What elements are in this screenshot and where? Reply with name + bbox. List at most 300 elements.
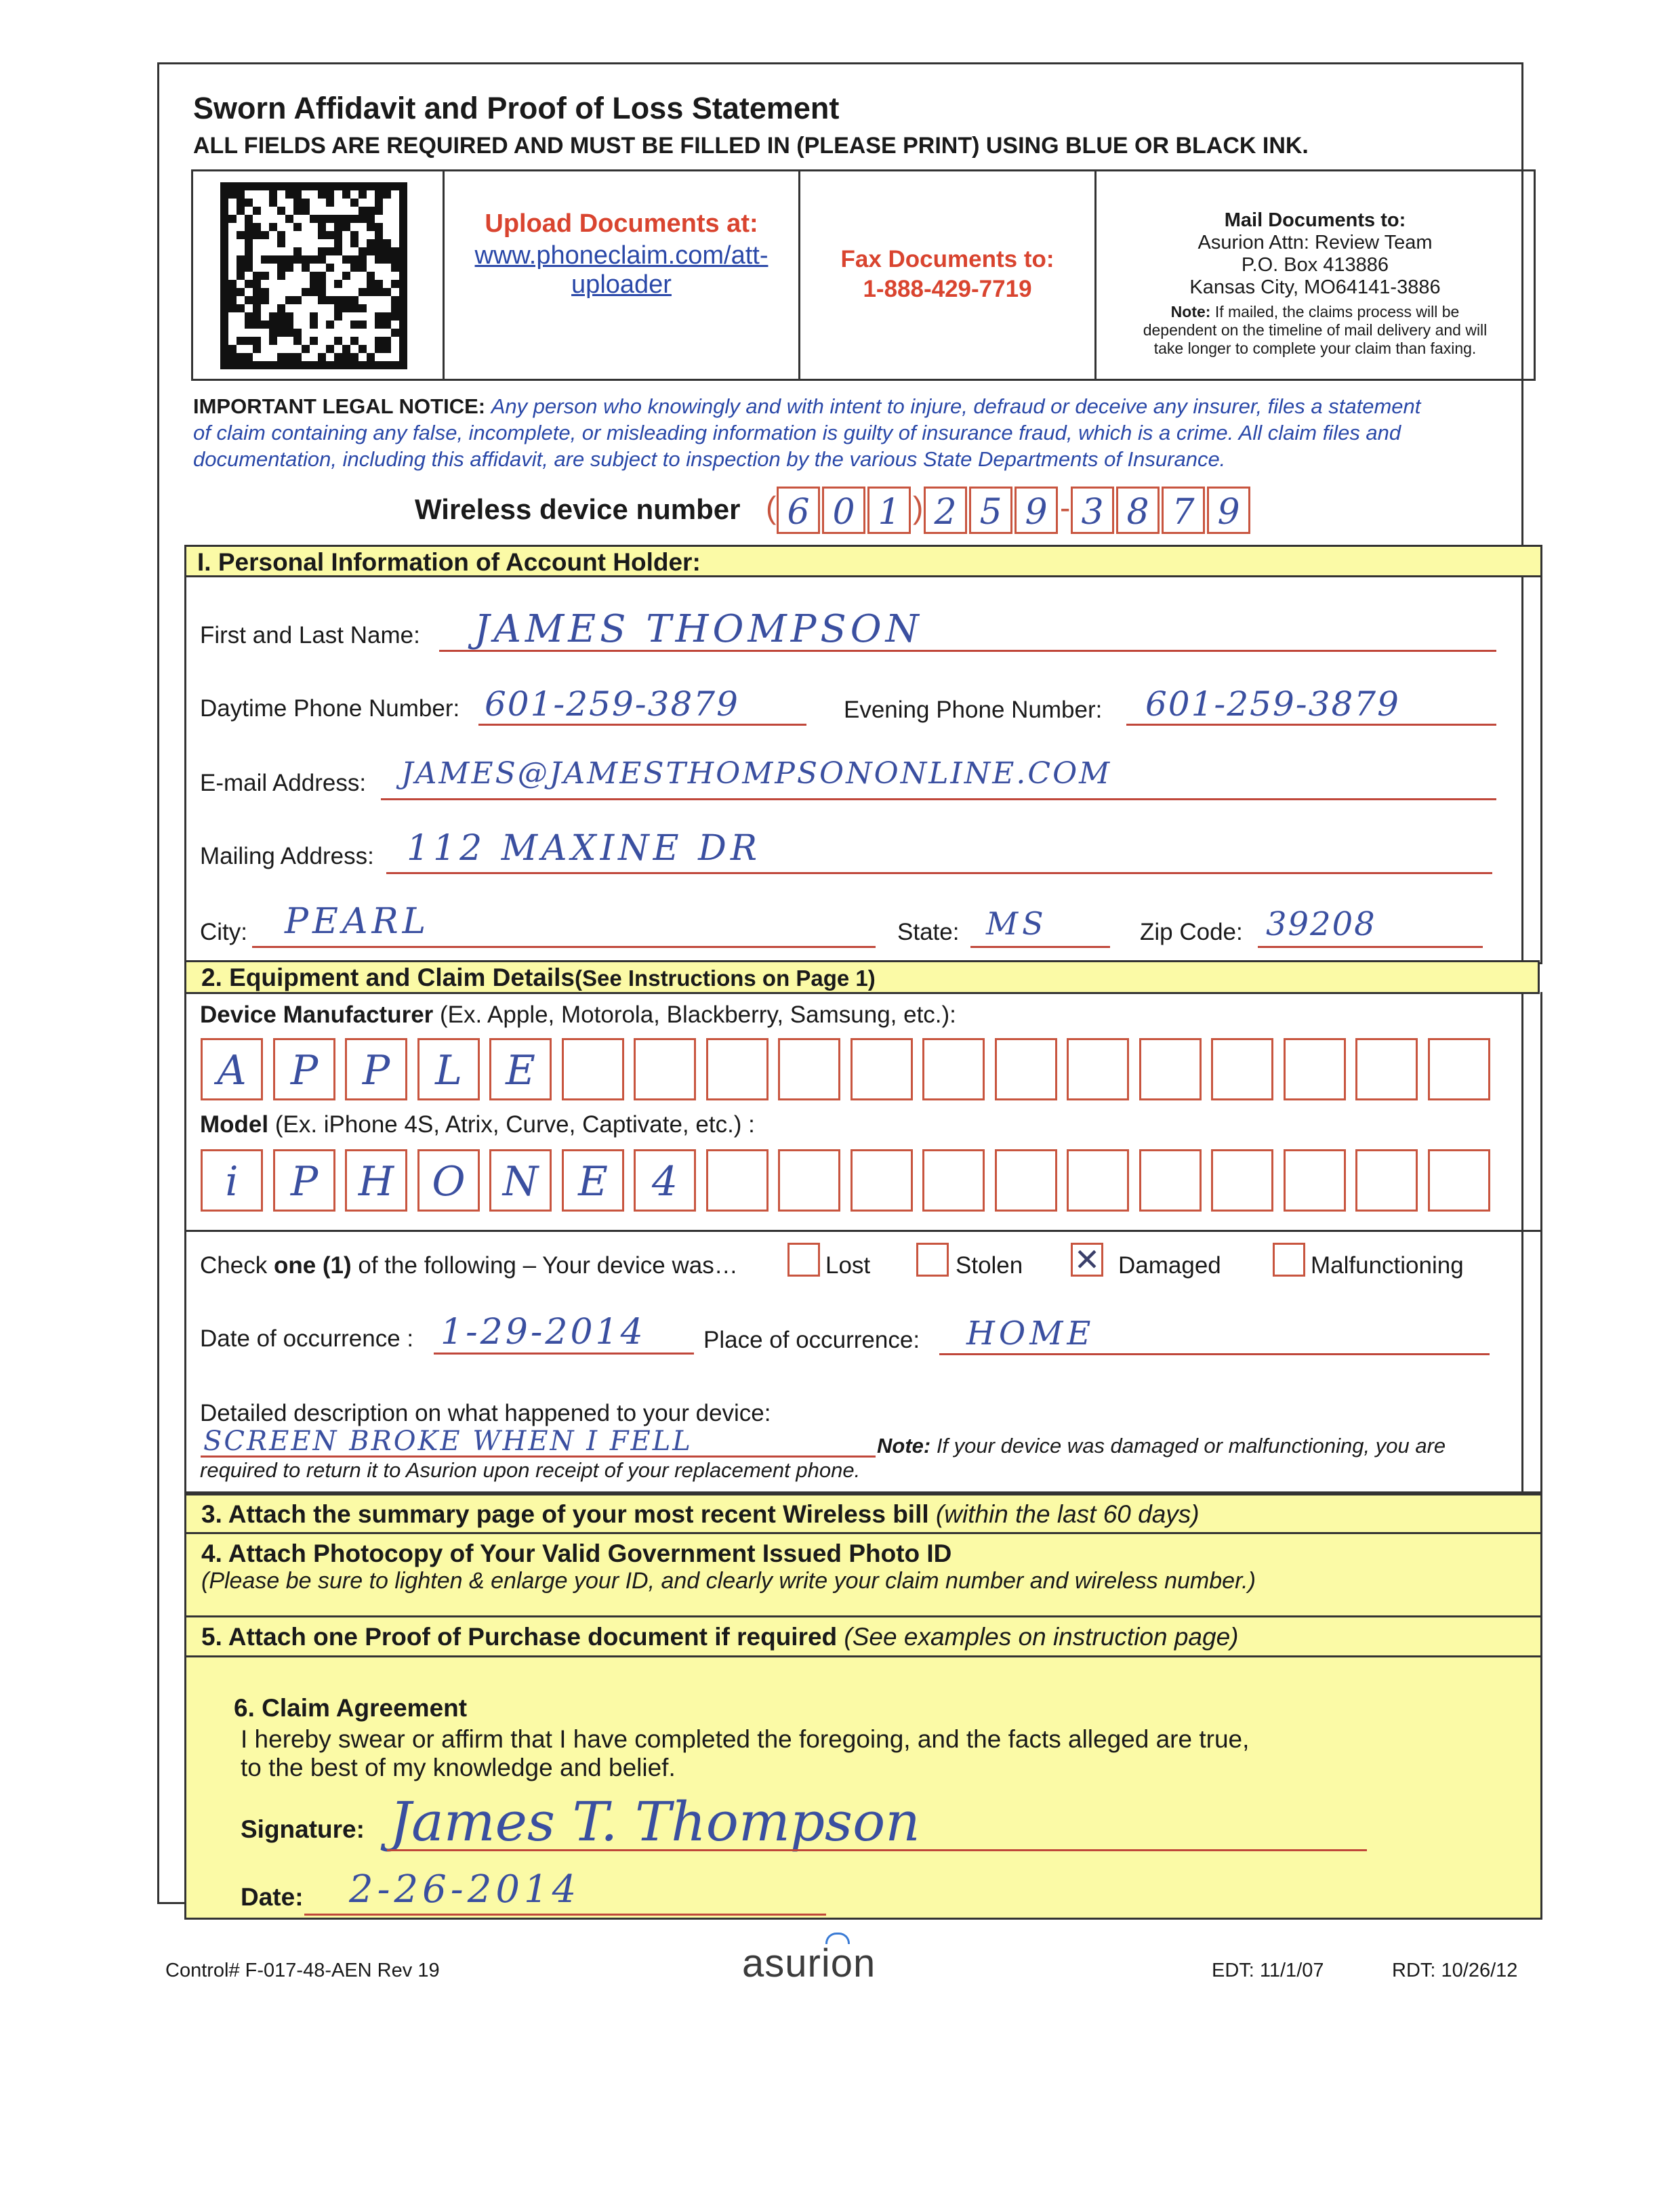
barcode-module	[220, 337, 228, 345]
barcode-module	[375, 247, 383, 255]
model-letter-box[interactable]	[995, 1149, 1057, 1212]
manufacturer-letter-box[interactable]	[1355, 1038, 1418, 1100]
fax-label: Fax Documents to:	[840, 246, 1054, 272]
barcode-module	[228, 182, 237, 190]
form-subtitle: ALL FIELDS ARE REQUIRED AND MUST BE FILLED IN (PLEASE PRINT) USING BLUE OR BLACK INK.	[193, 133, 1309, 159]
barcode-module	[334, 231, 342, 239]
legal-notice	[193, 394, 1420, 419]
model-letter-box[interactable]	[1067, 1149, 1129, 1212]
wireless-digit-box[interactable]: 9	[1015, 487, 1058, 534]
barcode-module	[269, 312, 277, 321]
barcode-module	[245, 280, 253, 288]
barcode-module	[237, 231, 245, 239]
mail-line1: Asurion Attn: Review Team	[1197, 232, 1433, 253]
barcode-module	[318, 182, 326, 190]
model-letter-box[interactable]: O	[417, 1149, 480, 1212]
barcode-module	[318, 361, 326, 369]
barcode-module	[310, 288, 318, 296]
barcode-module	[269, 361, 277, 369]
barcode-module	[245, 247, 253, 255]
barcode-module	[228, 304, 237, 312]
barcode-module	[318, 223, 326, 231]
barcode-module	[310, 280, 318, 288]
description-note: Note: If your device was damaged or malfunctioning, you are	[877, 1434, 1446, 1458]
barcode-module	[293, 255, 302, 264]
stolen-checkbox[interactable]	[916, 1243, 949, 1277]
email-field[interactable]: JAMES@JAMESTHOMPSONONLINE.COM	[401, 756, 1112, 791]
lost-checkbox[interactable]	[787, 1243, 820, 1277]
barcode-module	[318, 190, 326, 199]
barcode-module	[399, 255, 407, 264]
barcode-module	[220, 280, 228, 288]
wireless-digit-box[interactable]: 6	[777, 487, 820, 534]
barcode-module	[293, 182, 302, 190]
barcode-module	[358, 345, 367, 353]
place-underline	[939, 1353, 1490, 1355]
barcode-module	[391, 280, 399, 288]
barcode-module	[350, 239, 358, 247]
malfunctioning-label: Malfunctioning	[1311, 1252, 1464, 1279]
barcode-module	[391, 247, 399, 255]
barcode-module	[350, 182, 358, 190]
barcode-module	[350, 264, 358, 272]
barcode-module	[269, 223, 277, 231]
barcode-module	[367, 288, 375, 296]
barcode-module	[383, 247, 391, 255]
model-letter-box[interactable]	[1355, 1149, 1418, 1212]
barcode-module	[358, 321, 367, 329]
barcode-module	[350, 321, 358, 329]
barcode-module	[293, 207, 302, 215]
barcode-module	[375, 288, 383, 296]
section2-divider	[184, 1230, 1542, 1232]
manufacturer-letter-box[interactable]	[922, 1038, 985, 1100]
barcode-module	[253, 288, 261, 296]
barcode-module	[228, 288, 237, 296]
zip-field[interactable]: 39208	[1266, 905, 1376, 943]
barcode-module	[391, 304, 399, 312]
barcode-module	[277, 207, 285, 215]
barcode-module	[383, 239, 391, 247]
section6-line1: I hereby swear or affirm that I have completed the foregoing, and the facts alleged are true,	[241, 1725, 1250, 1753]
mailing-field[interactable]: 112 MAXINE DR	[407, 828, 761, 869]
barcode-module	[350, 296, 358, 304]
description-label: Detailed description on what happened to your device:	[200, 1400, 771, 1426]
mail-note-line3: take longer to complete your claim than faxing.	[1153, 339, 1477, 357]
logo-arc-icon	[825, 1933, 850, 1944]
manufacturer-letter-box[interactable]: P	[273, 1038, 335, 1100]
barcode-module	[237, 255, 245, 264]
model-letter-box[interactable]	[1428, 1149, 1490, 1212]
barcode-module	[285, 264, 293, 272]
zip-label: Zip Code:	[1140, 919, 1243, 945]
barcode-module	[342, 190, 350, 199]
rdt-date: RDT: 10/26/12	[1392, 1960, 1518, 1981]
manufacturer-letter-box[interactable]	[1428, 1038, 1490, 1100]
barcode-module	[277, 304, 285, 312]
barcode-module	[293, 296, 302, 304]
barcode-module	[253, 231, 261, 239]
barcode-module	[245, 215, 253, 223]
barcode-module	[358, 215, 367, 223]
barcode-module	[318, 255, 326, 264]
barcode-module	[399, 304, 407, 312]
manufacturer-letter-box[interactable]	[995, 1038, 1057, 1100]
barcode-module	[375, 231, 383, 239]
upload-label: Upload Documents at:	[485, 209, 758, 238]
model-letter-box[interactable]	[1139, 1149, 1202, 1212]
barcode-module	[342, 215, 350, 223]
barcode-module	[342, 361, 350, 369]
mailing-underline	[386, 872, 1492, 874]
barcode-module	[358, 288, 367, 296]
barcode-module	[375, 321, 383, 329]
legal-notice-line1: Any person who knowingly and with intent to injure, defraud or deceive any insurer, files a statement	[491, 394, 1421, 418]
barcode-module	[277, 321, 285, 329]
manufacturer-letter-box[interactable]	[634, 1038, 696, 1100]
barcode-module	[399, 345, 407, 353]
barcode-module	[237, 190, 245, 199]
wireless-digit-box[interactable]: 5	[969, 487, 1012, 534]
barcode-module	[293, 329, 302, 337]
barcode-module	[310, 255, 318, 264]
barcode-module	[326, 361, 334, 369]
asurion-logo: asurion	[742, 1941, 876, 1985]
barcode-module	[237, 288, 245, 296]
section3-title: 3. Attach the summary page of your most recent Wireless bill	[201, 1500, 929, 1528]
manufacturer-letter-box[interactable]	[1211, 1038, 1273, 1100]
barcode-module	[261, 182, 269, 190]
barcode-module	[399, 272, 407, 280]
barcode-module	[342, 353, 350, 361]
damaged-checkbox[interactable]: ✕	[1071, 1243, 1103, 1277]
mail-note: Note: If mailed, the claims process will be	[1170, 303, 1460, 321]
mailing-label: Mailing Address:	[200, 843, 374, 869]
barcode-module	[237, 207, 245, 215]
manufacturer-letter-box[interactable]: L	[417, 1038, 480, 1100]
barcode-module	[245, 199, 253, 207]
barcode-module	[310, 337, 318, 345]
barcode-module	[326, 264, 334, 272]
barcode-module	[253, 296, 261, 304]
barcode-module	[302, 264, 310, 272]
legal-notice-line2: of claim containing any false, incomplete, or misleading information is guilty of insurance fraud, which is a crime. All claim files and	[193, 421, 1401, 445]
barcode-module	[269, 255, 277, 264]
barcode-module	[383, 182, 391, 190]
barcode-module	[245, 312, 253, 321]
city-field[interactable]: PEARL	[285, 901, 430, 942]
manufacturer-letter-box[interactable]	[778, 1038, 840, 1100]
upload-link-line1[interactable]: www.phoneclaim.com/att-	[474, 241, 769, 270]
section5	[184, 1615, 1542, 1657]
model-letter-box[interactable]: P	[273, 1149, 335, 1212]
barcode-module	[220, 255, 228, 264]
barcode-module	[375, 345, 383, 353]
barcode-module	[391, 312, 399, 321]
wireless-digit-box[interactable]: 2	[924, 487, 967, 534]
barcode-module	[285, 215, 293, 223]
occurrence-date-field[interactable]: 1-29-2014	[441, 1312, 646, 1353]
barcode-module	[375, 361, 383, 369]
manufacturer-letter-box[interactable]	[1284, 1038, 1346, 1100]
model-letter-box[interactable]	[922, 1149, 985, 1212]
barcode-module	[383, 337, 391, 345]
barcode-module	[277, 361, 285, 369]
barcode-module	[318, 215, 326, 223]
barcode-module	[310, 361, 318, 369]
barcode-module	[253, 345, 261, 353]
barcode-module	[261, 272, 269, 280]
barcode-module	[367, 353, 375, 361]
barcode-module	[220, 353, 228, 361]
model-letter-box[interactable]: i	[201, 1149, 263, 1212]
barcode-module	[220, 199, 228, 207]
barcode-module	[318, 280, 326, 288]
section5-title: 5. Attach one Proof of Purchase document if required	[201, 1623, 838, 1651]
barcode-module	[220, 304, 228, 312]
model-letter-box[interactable]	[706, 1149, 769, 1212]
barcode-module	[358, 255, 367, 264]
barcode-module	[358, 182, 367, 190]
barcode-module	[261, 231, 269, 239]
barcode-module	[237, 272, 245, 280]
barcode-module	[293, 199, 302, 207]
barcode-module	[220, 190, 228, 199]
barcode-module	[358, 361, 367, 369]
section6-line2: to the best of my knowledge and belief.	[241, 1754, 676, 1781]
barcode-module	[269, 190, 277, 199]
barcode-module	[358, 190, 367, 199]
barcode-module	[293, 361, 302, 369]
barcode-module	[326, 231, 334, 239]
wireless-digit-box[interactable]: 9	[1207, 487, 1250, 534]
form-title: Sworn Affidavit and Proof of Loss Statement	[193, 91, 840, 125]
barcode-module	[375, 207, 383, 215]
barcode-module	[367, 361, 375, 369]
occurrence-date-label: Date of occurrence :	[200, 1325, 414, 1352]
manufacturer-letter-box[interactable]	[1067, 1038, 1129, 1100]
legal-notice-label: IMPORTANT LEGAL NOTICE:	[193, 394, 486, 418]
barcode-module	[334, 215, 342, 223]
barcode-module	[383, 321, 391, 329]
barcode-module	[350, 353, 358, 361]
barcode-module	[285, 353, 293, 361]
section3-note: (within the last 60 days)	[928, 1500, 1200, 1528]
barcode-module	[220, 223, 228, 231]
barcode-module	[391, 329, 399, 337]
barcode-module	[334, 304, 342, 312]
model-letter-box[interactable]	[1284, 1149, 1346, 1212]
barcode-module	[220, 345, 228, 353]
dash-separator: -	[1060, 490, 1071, 525]
manufacturer-label-wrap	[200, 1002, 956, 1029]
barcode-module	[391, 296, 399, 304]
wireless-digit-box[interactable]: 3	[1071, 487, 1114, 534]
barcode-module	[269, 199, 277, 207]
section4-note: (Please be sure to lighten & enlarge your ID, and clearly write your claim number and wireless number.)	[201, 1568, 1256, 1594]
barcode-module	[253, 304, 261, 312]
claim-date-label: Date:	[241, 1883, 304, 1911]
legal-notice-line3: documentation, including this affidavit, are subject to inspection by the various State Departments of Insurance.	[193, 447, 1226, 471]
barcode-module	[293, 223, 302, 231]
barcode-module	[253, 272, 261, 280]
model-letter-box[interactable]: N	[489, 1149, 552, 1212]
barcode-module	[350, 199, 358, 207]
barcode-module	[253, 312, 261, 321]
damaged-label: Damaged	[1118, 1252, 1221, 1279]
barcode-module	[237, 199, 245, 207]
barcode-module	[350, 304, 358, 312]
model-letter-box[interactable]: H	[345, 1149, 407, 1212]
manufacturer-boxes[interactable]	[201, 1038, 1502, 1105]
barcode-module	[245, 182, 253, 190]
section2-title: 2. Equipment and Claim Details	[201, 964, 575, 991]
state-label: State:	[897, 919, 960, 945]
claim-date-field[interactable]: 2-26-2014	[349, 1867, 581, 1912]
manufacturer-hint: (Ex. Apple, Motorola, Blackberry, Samsung, etc.):	[433, 1002, 956, 1028]
barcode-module	[261, 321, 269, 329]
manufacturer-letter-box[interactable]	[1139, 1038, 1202, 1100]
barcode-module	[342, 255, 350, 264]
barcode-module	[302, 255, 310, 264]
manufacturer-letter-box[interactable]	[851, 1038, 913, 1100]
manufacturer-letter-box[interactable]	[562, 1038, 624, 1100]
barcode-module	[277, 272, 285, 280]
barcode-module	[342, 296, 350, 304]
model-boxes[interactable]	[201, 1149, 1502, 1216]
barcode-module	[277, 255, 285, 264]
section2-header	[184, 960, 1540, 994]
barcode-module	[228, 345, 237, 353]
barcode-module	[375, 199, 383, 207]
barcode-module	[326, 321, 334, 329]
barcode-module	[350, 255, 358, 264]
barcode-module	[399, 239, 407, 247]
barcode-module	[269, 337, 277, 345]
model-letter-box[interactable]	[1211, 1149, 1273, 1212]
state-underline	[970, 946, 1110, 948]
eve-phone-label: Evening Phone Number:	[844, 697, 1103, 723]
barcode-module	[285, 321, 293, 329]
eve-phone-field[interactable]: 601-259-3879	[1145, 684, 1400, 724]
barcode-module	[342, 272, 350, 280]
wireless-number-boxes[interactable]	[766, 487, 1308, 535]
manufacturer-letter-box[interactable]: E	[489, 1038, 552, 1100]
manufacturer-letter-box[interactable]	[706, 1038, 769, 1100]
section4	[184, 1532, 1542, 1617]
barcode-module	[310, 321, 318, 329]
place-field[interactable]: HOME	[966, 1315, 1095, 1353]
barcode-module	[277, 182, 285, 190]
barcode-module	[253, 280, 261, 288]
barcode-module	[342, 182, 350, 190]
email-label: E-mail Address:	[200, 770, 367, 796]
barcode-module	[220, 247, 228, 255]
name-label: First and Last Name:	[200, 622, 420, 648]
email-underline	[381, 798, 1496, 800]
state-field[interactable]: MS	[986, 905, 1048, 942]
barcode-module	[358, 207, 367, 215]
barcode-module	[261, 361, 269, 369]
wireless-digit-box[interactable]: 1	[867, 487, 911, 534]
section1-title: I. Personal Information of Account Holder:	[197, 548, 701, 576]
barcode-module	[245, 361, 253, 369]
malfunctioning-checkbox[interactable]	[1273, 1243, 1305, 1277]
barcode-module	[302, 361, 310, 369]
barcode-module	[302, 345, 310, 353]
barcode-module	[285, 329, 293, 337]
barcode-module	[228, 353, 237, 361]
barcode-module	[399, 296, 407, 304]
barcode-module	[253, 182, 261, 190]
signature-label: Signature:	[241, 1815, 365, 1843]
signature-field[interactable]: James T. Thompson	[390, 1790, 920, 1853]
wireless-digit-box[interactable]: 8	[1116, 487, 1160, 534]
barcode-module	[220, 321, 228, 329]
barcode-module	[285, 312, 293, 321]
barcode-module	[220, 272, 228, 280]
barcode-module	[302, 199, 310, 207]
barcode-module	[342, 223, 350, 231]
name-field[interactable]: JAMES THOMPSON	[474, 607, 923, 651]
barcode-module	[293, 337, 302, 345]
barcode-module	[261, 296, 269, 304]
barcode-module	[326, 296, 334, 304]
barcode-module	[237, 361, 245, 369]
barcode-module	[237, 264, 245, 272]
barcode-module	[375, 239, 383, 247]
wireless-digit-box[interactable]: 0	[822, 487, 865, 534]
barcode-module	[399, 361, 407, 369]
barcode-module	[261, 288, 269, 296]
barcode-module	[245, 296, 253, 304]
section4-title: 4. Attach Photocopy of Your Valid Government Issued Photo ID	[201, 1540, 952, 1567]
model-letter-box[interactable]	[851, 1149, 913, 1212]
model-letter-box[interactable]: 4	[634, 1149, 696, 1212]
barcode-module	[334, 337, 342, 345]
barcode-module	[399, 264, 407, 272]
day-phone-field[interactable]: 601-259-3879	[485, 684, 739, 724]
barcode-cell	[191, 169, 445, 381]
barcode-module	[399, 337, 407, 345]
barcode-module	[310, 272, 318, 280]
barcode-module	[220, 182, 228, 190]
barcode-module	[399, 207, 407, 215]
barcode-module	[310, 182, 318, 190]
barcode-module	[358, 264, 367, 272]
model-letter-box[interactable]: E	[562, 1149, 624, 1212]
barcode-module	[277, 264, 285, 272]
description-field[interactable]: SCREEN BROKE WHEN I FELL	[203, 1426, 693, 1457]
barcode-module	[310, 215, 318, 223]
manufacturer-letter-box[interactable]: A	[201, 1038, 263, 1100]
barcode-module	[245, 353, 253, 361]
paren-close: )	[913, 490, 924, 525]
model-letter-box[interactable]	[778, 1149, 840, 1212]
barcode-module	[253, 207, 261, 215]
barcode-module	[367, 182, 375, 190]
manufacturer-letter-box[interactable]: P	[345, 1038, 407, 1100]
upload-link-line2[interactable]: uploader	[571, 270, 672, 299]
barcode-module	[383, 288, 391, 296]
barcode-module	[326, 215, 334, 223]
barcode-module	[375, 337, 383, 345]
barcode-module	[220, 264, 228, 272]
barcode-module	[383, 190, 391, 199]
barcode-module	[399, 312, 407, 321]
wireless-digit-box[interactable]: 7	[1162, 487, 1205, 534]
barcode-module	[375, 255, 383, 264]
